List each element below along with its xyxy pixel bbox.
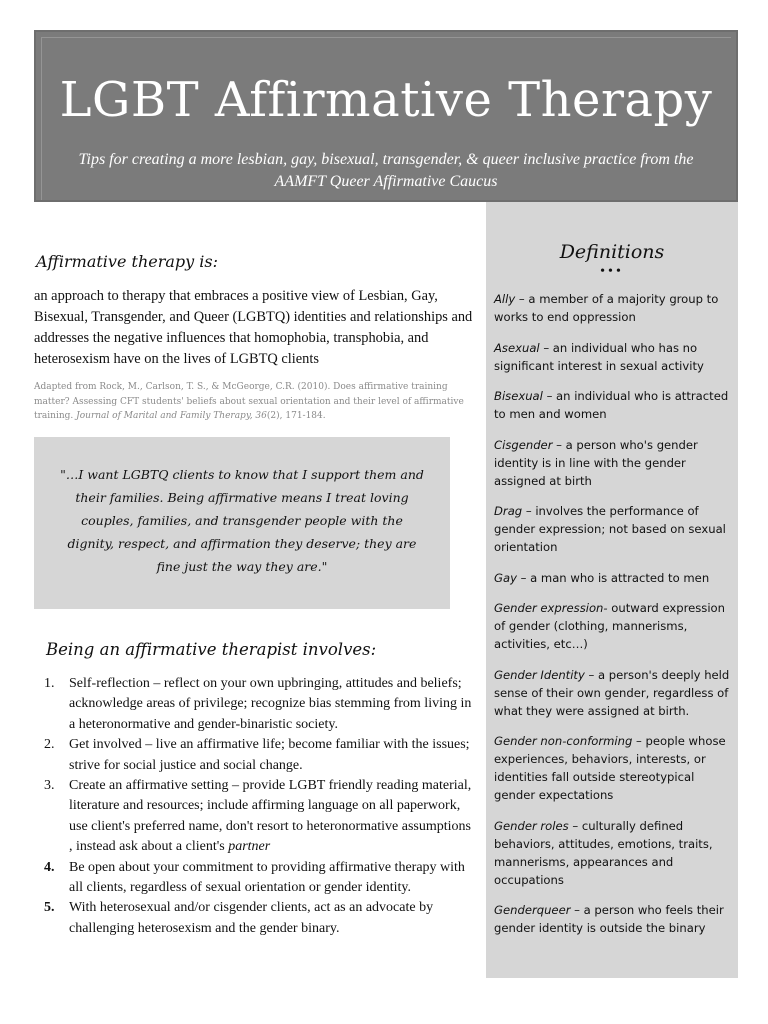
affirmative-therapy-heading: Affirmative therapy is:	[36, 252, 218, 271]
list-item	[36, 674, 472, 735]
list-item-text: Get involved – live an affirmative life; become familiar with the issues; strive for social justice and social change.	[69, 737, 470, 773]
definition-item	[494, 732, 732, 804]
definition-text: – a person who feels their gender identity is outside the binary	[494, 903, 724, 935]
definition-item	[494, 666, 732, 720]
definition-term: Cisgender	[494, 437, 553, 452]
list-number: 5.	[44, 900, 55, 916]
definition-text: – culturally defined behaviors, attitudes, emotions, traits, mannerisms, appearances and occupations	[494, 818, 713, 887]
definition-item	[494, 339, 732, 375]
definition-item	[494, 569, 732, 587]
list-item	[36, 735, 472, 776]
affirmative-therapy-definition: an approach to therapy that embraces a positive view of Lesbian, Gay, Bisexual, Transgender, and Queer (LGBTQ) identities and relationships and addresses the negative influences that homophobia, transphobia, and heterosexism have on the lives of LGBTQ clients	[34, 288, 473, 367]
citation-issue: (2), 171-184.	[266, 411, 326, 421]
list-number: 4.	[44, 859, 55, 875]
definitions-list	[494, 290, 732, 950]
page-subtitle: Tips for creating a more lesbian, gay, bisexual, transgender, & queer inclusive practice from the AAMFT Queer Affirmative Caucus	[78, 151, 694, 190]
divider-dots: •••	[600, 264, 624, 279]
definition-term: Gender Identity	[494, 667, 585, 682]
definition-text: – involves the performance of gender expression; not based on sexual orientation	[494, 504, 726, 554]
definition-text: – an individual who has no significant interest in sexual activity	[494, 340, 704, 373]
quote-box	[34, 437, 450, 609]
definition-term: Genderqueer	[494, 903, 571, 917]
definition-item	[494, 290, 732, 326]
definition-item	[494, 436, 732, 490]
definition-term: Gender non-conforming	[494, 734, 633, 748]
definition-item	[494, 502, 732, 556]
list-number: 2.	[44, 737, 55, 753]
definition-text: – a person who's gender identity is in line with the gender assigned at birth	[494, 437, 698, 488]
citation-journal: Journal of Marital and Family Therapy, 36	[76, 411, 267, 421]
definition-item	[494, 599, 732, 653]
definition-term: Drag	[494, 504, 523, 518]
list-item	[36, 898, 472, 939]
list-item	[36, 776, 472, 858]
therapist-quote: "…I want LGBTQ clients to know that I support them and their families. Being affirmative means I treat loving couples, families, and transgender people with the dignity, respect, and affirmation they deserve; they are fine just the way they are."	[60, 467, 424, 574]
involves-heading: Being an affirmative therapist involves:	[46, 640, 377, 659]
list-item-text: Be open about your commitment to providing affirmative therapy with all clients, regardless of sexual orientation or gender identity.	[69, 859, 465, 896]
definition-term: Asexual	[494, 340, 540, 355]
header-banner	[34, 30, 738, 202]
list-item-text: Self-reflection – reflect on your own upbringing, attitudes and beliefs; acknowledge areas of privilege; recognize bias stemming from living in a heteronormative and gender-binaristic society.	[69, 676, 472, 732]
definition-text: – a man who is attracted to men	[516, 570, 710, 585]
definition-item	[494, 817, 732, 889]
list-number: 1.	[44, 676, 55, 691]
page-title: LGBT Affirmative Therapy	[59, 72, 713, 128]
list-item-text: Create an affirmative setting – provide LGBT friendly reading material, literature and resources; include affirming language on all paperwork, use client's preferred name, don't resort to heteronormative assumptions , instead ask about a client's	[69, 778, 472, 855]
definitions-heading: Definitions	[559, 241, 665, 263]
definition-term: Gender expression-	[494, 601, 608, 615]
definition-item	[494, 387, 732, 423]
definitions-sidebar	[486, 202, 738, 978]
definition-text: – a member of a majority group to works to end oppression	[494, 292, 719, 324]
list-item	[36, 858, 472, 899]
involves-list	[36, 674, 472, 939]
list-item-text: With heterosexual and/or cisgender clients, act as an advocate by challenging heterosexism and the gender binary.	[69, 900, 434, 936]
citation	[34, 380, 474, 424]
definition-text: outward expression of gender (clothing, mannerisms, activities, etc…)	[494, 601, 725, 651]
definition-text: – an individual who is attracted to men and women	[494, 389, 729, 421]
citation-authors: Adapted from Rock, M., Carlson, T. S., & McGeorge, C.R. (2010). Does affirmative training matter? Assessing CFT students' beliefs about sexual orientation and their level of affirmative training.	[34, 382, 464, 421]
definition-term: Ally	[494, 292, 516, 306]
list-number: 3.	[44, 778, 55, 794]
definition-term: Gender roles	[494, 818, 569, 833]
definition-term: Bisexual	[494, 389, 543, 403]
definition-text: – a person's deeply held sense of their own gender, regardless of what they were assigned at birth.	[494, 667, 730, 718]
list-item-italic-word: partner	[228, 839, 271, 855]
definition-text: – people whose experiences, behaviors, interests, or identities fall outside stereotypical gender expectations	[494, 734, 726, 802]
definition-item	[494, 901, 732, 937]
definition-term: Gay	[494, 570, 517, 585]
